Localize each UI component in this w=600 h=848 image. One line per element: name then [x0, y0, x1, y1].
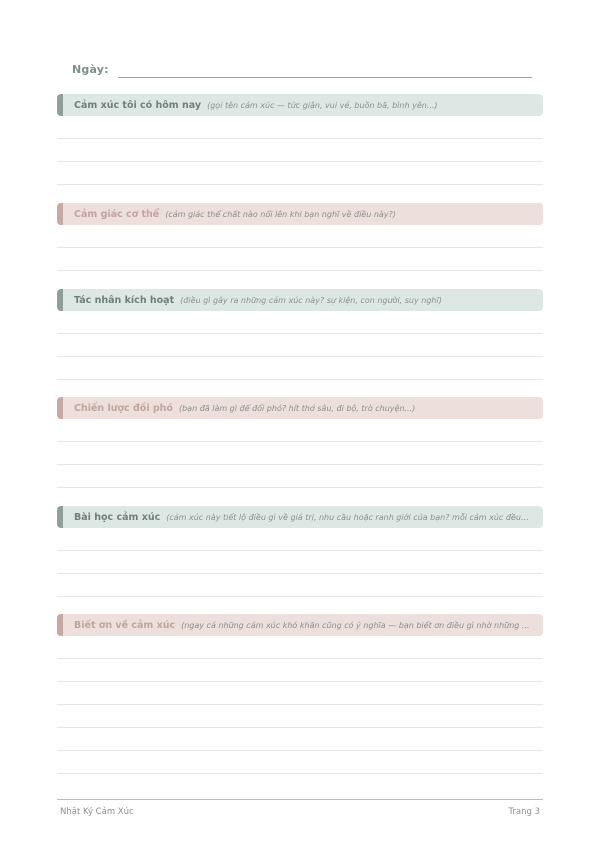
section-header — [57, 614, 543, 636]
page-footer — [57, 799, 543, 817]
writing-line[interactable] — [57, 751, 543, 774]
writing-line[interactable] — [57, 225, 543, 248]
section-header — [57, 203, 543, 225]
writing-line[interactable] — [57, 465, 543, 488]
section-emotional-lessons — [57, 506, 543, 597]
date-input-line[interactable] — [118, 77, 532, 78]
writing-line[interactable] — [57, 705, 543, 728]
section-emotions-today — [57, 94, 543, 185]
section-body-sensations — [57, 203, 543, 271]
writing-line[interactable] — [57, 419, 543, 442]
section-hint: (ngay cả những cảm xúc khó khăn cũng có ý nghĩa — bạn biết ơn điều gì nhờ những ... — [181, 620, 530, 630]
footer-journal-title: Nhật Ký Cảm Xúc — [60, 807, 134, 817]
section-hint: (cảm giác thể chất nào nổi lên khi bạn nghĩ về điều này?) — [165, 209, 396, 219]
section-triggers — [57, 289, 543, 380]
writing-line[interactable] — [57, 116, 543, 139]
section-header — [57, 289, 543, 311]
writing-lines[interactable] — [57, 636, 543, 774]
section-coping-strategies — [57, 397, 543, 488]
section-title: Bài học cảm xúc — [74, 511, 161, 523]
writing-line[interactable] — [57, 636, 543, 659]
writing-line[interactable] — [57, 442, 543, 465]
section-title: Chiến lược đối phó — [74, 402, 173, 414]
section-hint: (cảm xúc này tiết lộ điều gì về giá trị, nhu cầu hoặc ranh giới của bạn? mỗi cảm xúc đều ... — [166, 512, 532, 522]
writing-lines[interactable] — [57, 116, 543, 185]
section-title: Biết ơn về cảm xúc — [74, 619, 176, 631]
footer-page-number: Trang 3 — [508, 807, 540, 817]
writing-line[interactable] — [57, 162, 543, 185]
writing-line[interactable] — [57, 574, 543, 597]
section-gratitude — [57, 614, 543, 774]
writing-line[interactable] — [57, 659, 543, 682]
section-hint: (bạn đã làm gì để đối phó? hít thở sâu, đi bộ, trò chuyện...) — [178, 403, 416, 413]
section-header — [57, 506, 543, 528]
section-accent-bar — [57, 289, 63, 311]
writing-line[interactable] — [57, 311, 543, 334]
writing-line[interactable] — [57, 728, 543, 751]
date-label: Ngày: — [72, 63, 109, 76]
writing-line[interactable] — [57, 248, 543, 271]
writing-lines[interactable] — [57, 225, 543, 271]
writing-lines[interactable] — [57, 528, 543, 597]
writing-lines[interactable] — [57, 311, 543, 380]
writing-line[interactable] — [57, 551, 543, 574]
section-hint: (điều gì gây ra những cảm xúc này? sự kiện, con người, suy nghĩ) — [180, 295, 442, 305]
section-accent-bar — [57, 506, 63, 528]
section-header — [57, 94, 543, 116]
section-title: Cảm giác cơ thể — [74, 208, 160, 220]
section-header — [57, 397, 543, 419]
writing-lines[interactable] — [57, 419, 543, 488]
section-hint: (gọi tên cảm xúc — tức giận, vui vẻ, buồn bã, bình yên...) — [207, 100, 438, 110]
writing-line[interactable] — [57, 139, 543, 162]
date-row — [72, 62, 532, 80]
section-accent-bar — [57, 94, 63, 116]
section-title: Tác nhân kích hoạt — [74, 294, 175, 306]
writing-line[interactable] — [57, 528, 543, 551]
section-accent-bar — [57, 614, 63, 636]
writing-line[interactable] — [57, 334, 543, 357]
writing-line[interactable] — [57, 682, 543, 705]
writing-line[interactable] — [57, 357, 543, 380]
section-accent-bar — [57, 397, 63, 419]
section-title: Cảm xúc tôi có hôm nay — [74, 99, 202, 111]
section-accent-bar — [57, 203, 63, 225]
